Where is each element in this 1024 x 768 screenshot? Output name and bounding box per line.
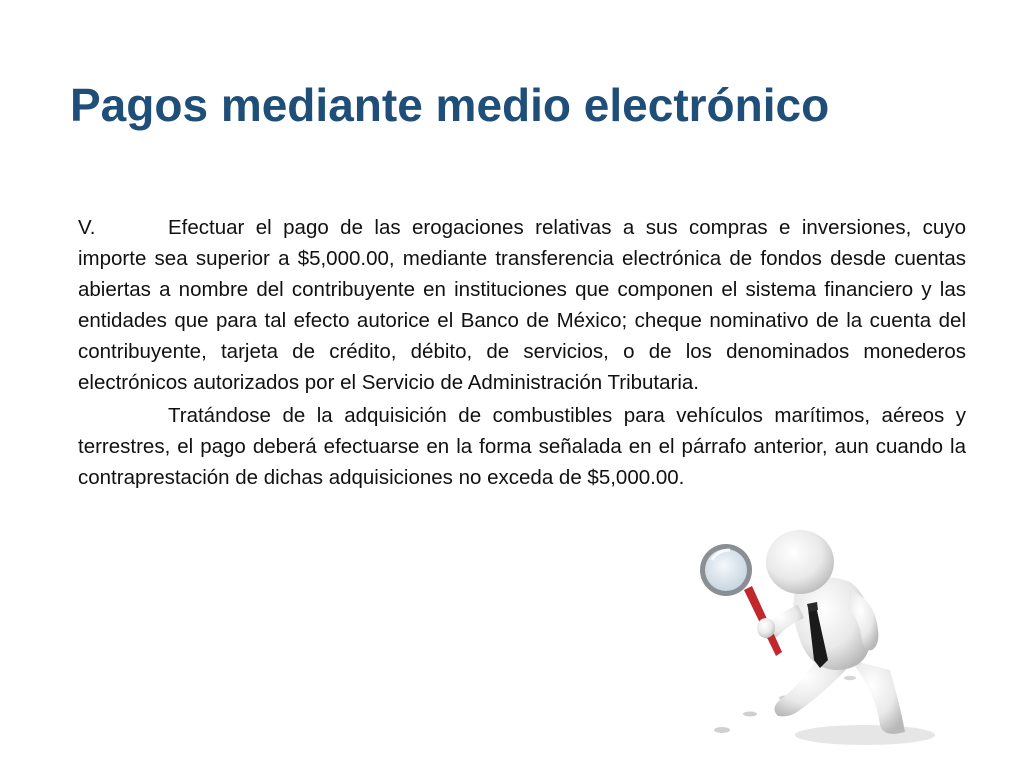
slide-title: Pagos mediante medio electrónico	[70, 79, 830, 131]
person-with-magnifying-glass-icon	[700, 520, 950, 768]
paragraph-1	[78, 212, 966, 398]
paragraph-2-text: Tratándose de la adquisición de combustibles para vehículos marítimos, aéreos y terrestres, el pago deberá efectuarse en la forma señalada en el párrafo anterior, aun cuando la contraprestación de dichas adquisiciones no exceda de $5,000.00.	[78, 404, 966, 489]
slide-body	[78, 212, 966, 493]
paragraph-1-text: Efectuar el pago de las erogaciones relativas a sus compras e inversiones, cuyo importe sea superior a $5,000.00, mediante transferencia electrónica de fondos desde cuentas abiertas a nombre del contribuyente en instituciones que componen el sistema financiero y las entidades que para tal efecto autorice el Banco de México; cheque nominativo de la cuenta del contribuyente, tarjeta de crédito, débito, de servicios, o de los denominados monederos electrónicos autorizados por el Servicio de Administración Tributaria.	[78, 216, 966, 394]
paragraph-2	[78, 400, 966, 493]
paragraph-number: V.	[78, 216, 96, 239]
